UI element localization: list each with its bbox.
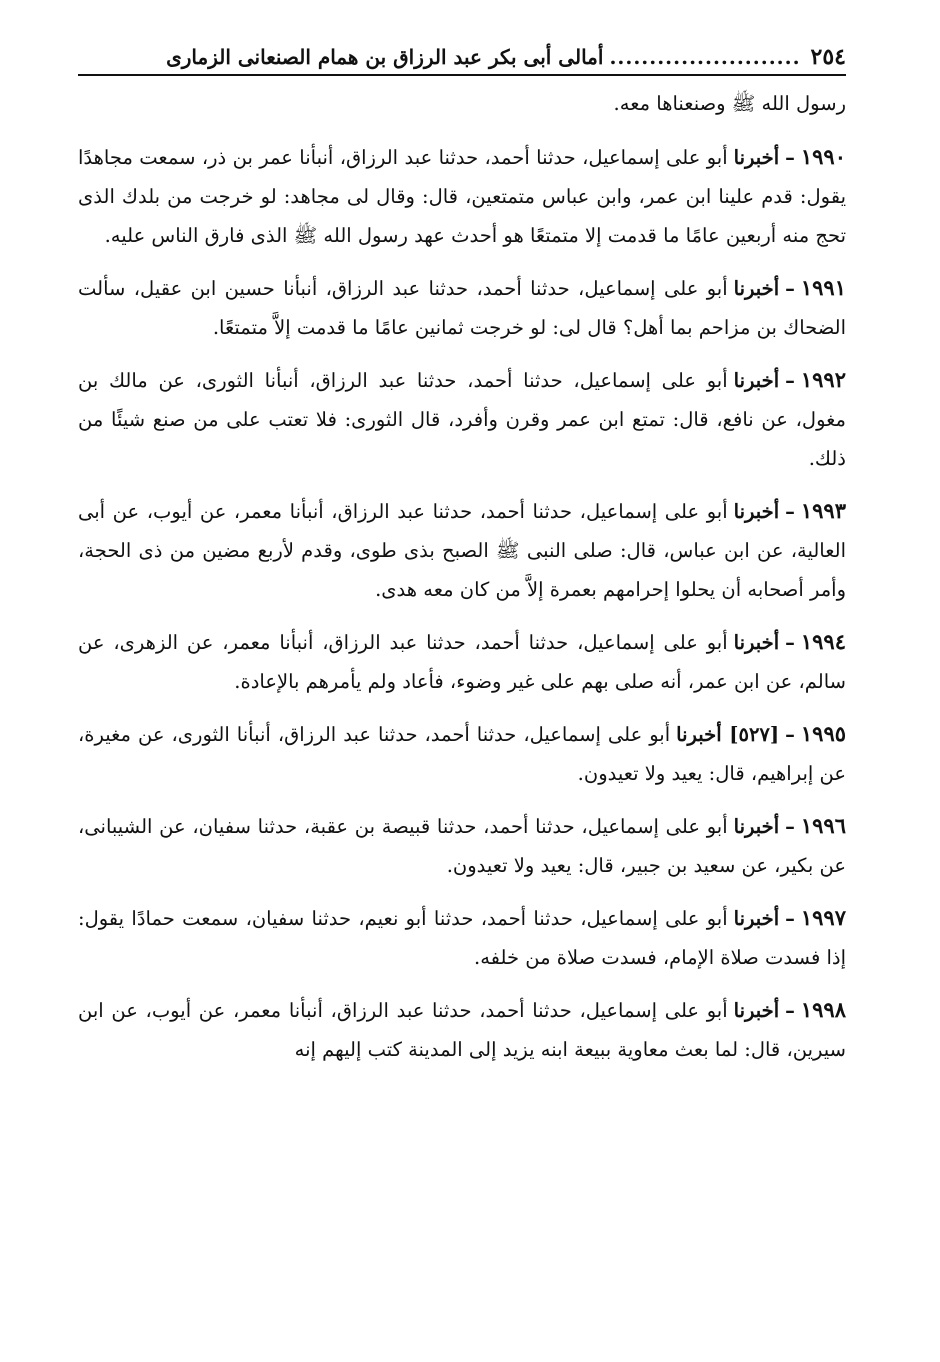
hadith-entry (78, 491, 846, 609)
entry-lead-word: أخبرنا (733, 999, 780, 1022)
hadith-entry (78, 622, 846, 701)
entry-text: أبو على إسماعيل، حدثنا أحمد، حدثنا عبد الرزاق، أنبأنا الثورى، عن مغيرة، عن إبراهيم، قال: يعيد ولا تعيدون. (78, 723, 846, 785)
entry-lead-word: أخبرنا (733, 146, 780, 169)
entry-number: ١٩٩١ (800, 275, 846, 300)
entry-lead-word: أخبرنا (733, 907, 780, 930)
entry-dash: – (785, 277, 795, 300)
entry-lead-word: أخبرنا (733, 500, 780, 523)
entry-dash: – (785, 815, 795, 838)
entry-number: ١٩٩٥ (800, 721, 847, 746)
continued-paragraph: رسول الله ﷺ وصنعناها معه. (613, 92, 846, 115)
entry-dash: – (785, 907, 795, 930)
entry-dash: – (785, 369, 795, 392)
entry-number: ١٩٩٤ (800, 629, 846, 654)
entry-text: أبو على إسماعيل، حدثنا أحمد، حدثنا عبد الرزاق، أنبأنا معمر، عن الزهرى، عن سالم، عن ابن عمر، أنه صلى بهم على غير وضوء، فأعاد ولم يأمرهم بالإعادة. (78, 631, 846, 693)
entry-lead-word: أخبرنا (733, 369, 780, 392)
header-book-title: أمالى أبى بكر عبد الرزاق بن همام الصنعانى الزمارى (166, 45, 604, 69)
entry-number: ١٩٩٢ (800, 367, 846, 392)
entry-dash: – (785, 999, 795, 1022)
entry-text: أبو على إسماعيل، حدثنا أحمد، حدثنا عبد الرزاق، أنبأنا حسين ابن عقيل، سألت الضحاك بن مزاحم بما أهل؟ قال لى: لو خرجت ثمانين عامًا ما قدمت إلاَّ متمتعًا. (78, 277, 846, 339)
entry-number: ١٩٩٧ (800, 905, 846, 930)
entry-number: ١٩٩٣ (800, 498, 846, 523)
entry-text: أبو على إسماعيل، حدثنا أحمد، حدثنا أبو نعيم، حدثنا سفيان، سمعت حمادًا يقول: إذا فسدت صلاة الإمام، فسدت صلاة من خلفه. (78, 907, 846, 969)
entry-text: أبو على إسماعيل، حدثنا أحمد، حدثنا عبد الرزاق، أنبأنا عمر بن ذر، سمعت مجاهدًا يقول: قدم علينا ابن عمر، وابن عباس متمتعين، قال: وقال لى مجاهد: لو خرجت من بلدك الذى تحج منه أربعين عامًا ما قدمت إلا متمتعًا هو أحدث عهد رسول الله ﷺ الذى فارق الناس عليه. (78, 146, 846, 247)
hadith-entry (78, 714, 846, 793)
entry-text: أبو على إسماعيل، حدثنا أحمد، حدثنا عبد الرزاق، أنبأنا الثورى، عن مالك بن مغول، عن نافع، قال: تمتع ابن عمر وقرن وأفرد، قال الثورى: فلا تعتب على من صنع شيئًا من ذلك. (78, 369, 846, 470)
entry-lead-word: أخبرنا (733, 277, 780, 300)
hadith-entry (78, 137, 846, 255)
entry-dash: – (785, 500, 795, 523)
entry-number: ١٩٩٦ (800, 813, 846, 838)
entry-text: أبو على إسماعيل، حدثنا أحمد، حدثنا قبيصة بن عقبة، حدثنا سفيان، عن الشيبانى، عن بكير، عن سعيد بن جبير، قال: يعيد ولا تعيدون. (78, 815, 846, 877)
entry-dash: – (785, 146, 795, 169)
book-page (78, 40, 846, 1340)
page-number: ٢٥٤ (810, 44, 846, 70)
entry-text: أبو على إسماعيل، حدثنا أحمد، حدثنا عبد الرزاق، أنبأنا معمر، عن أيوب، عن أبى العالية، عن ابن عباس، قال: صلى النبى ﷺ الصبح بذى طوى، وقدم لأربع مضين من ذى الحجة، وأمر أصحابه أن يحلوا إحرامهم بعمرة إلاَّ من كان معه هدى. (78, 500, 846, 601)
hadith-entry (78, 268, 846, 347)
entry-dash: – (785, 723, 795, 746)
entry-lead-word: أخبرنا (733, 815, 780, 838)
hadith-entry (78, 360, 846, 478)
entry-dash: – (785, 631, 795, 654)
hadith-entry (78, 806, 846, 885)
hadith-entries (78, 137, 846, 1069)
entry-lead-word: [٥٢٧] أخبرنا (676, 723, 780, 746)
running-header (78, 40, 846, 76)
entry-number: ١٩٩٠ (800, 144, 846, 169)
entry-number: ١٩٩٨ (800, 997, 846, 1022)
hadith-entry (78, 898, 846, 977)
header-dot-leader: ........................ (609, 45, 801, 69)
entry-text: أبو على إسماعيل، حدثنا أحمد، حدثنا عبد الرزاق، أنبأنا معمر، عن أيوب، عن ابن سيرين، قال: لما بعث معاوية ببيعة ابنه يزيد إلى المدينة كتب إليهم إنه (78, 999, 846, 1061)
entry-lead-word: أخبرنا (733, 631, 780, 654)
hadith-entry (78, 990, 846, 1069)
